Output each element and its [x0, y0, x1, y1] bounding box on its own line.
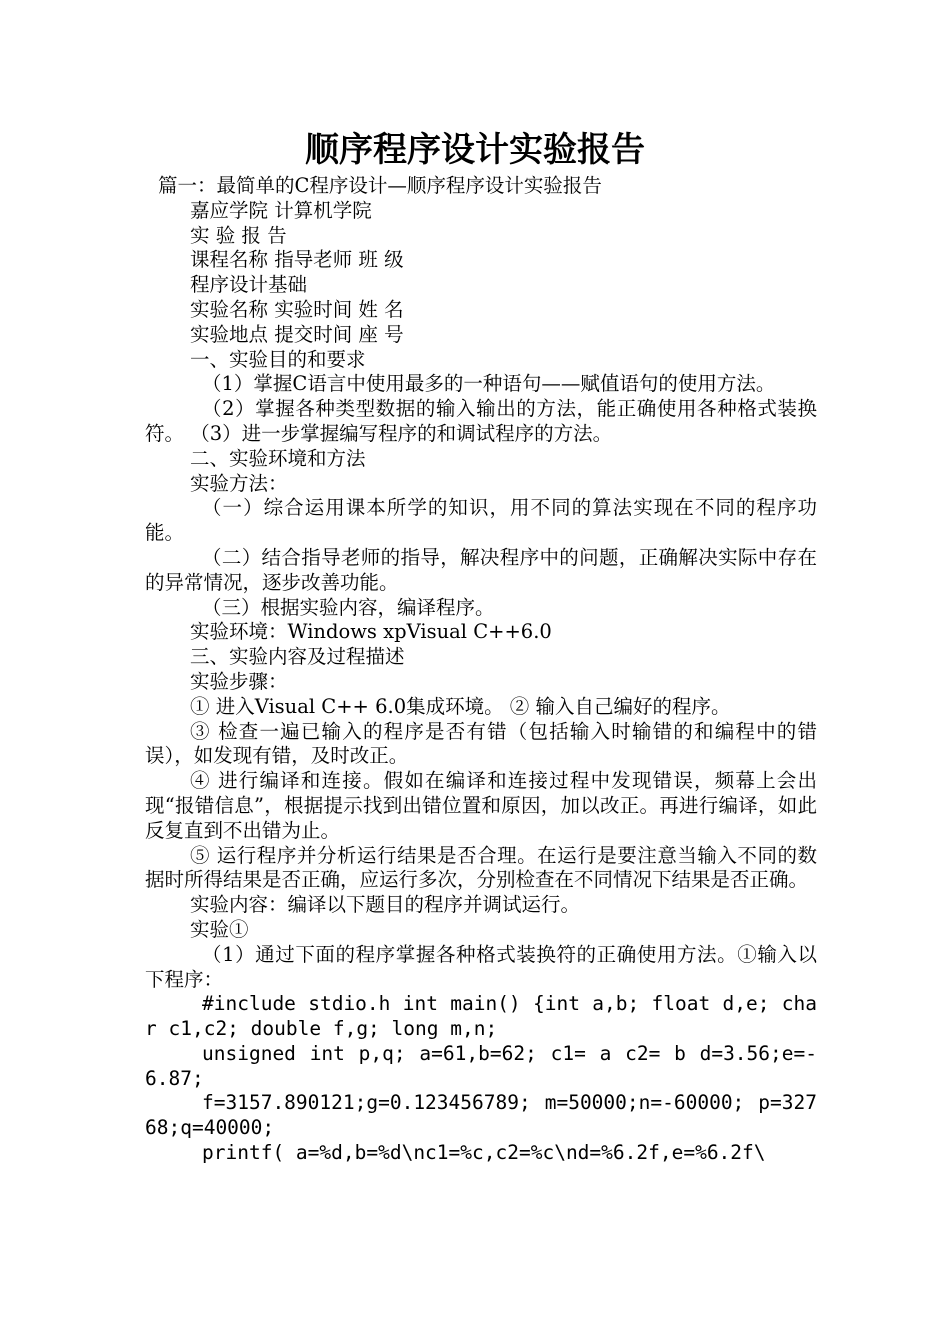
- code-line: f=3157.890121;g=0.123456789; m=50000;n=-60000; p=32768;q=40000;: [145, 1091, 817, 1140]
- paragraph-line: 实验地点 提交时间 座 号: [190, 322, 404, 346]
- paragraph-line: （2）掌握各种类型数据的输入输出的方法，能正确使用各种格式装换符。 （3）进一步掌握编写程序的和调试程序的方法。: [145, 397, 817, 445]
- paragraph-line: 实验内容：编译以下题目的程序并调试运行。: [190, 893, 581, 917]
- paragraph-line: ① 进入Visual C++ 6.0集成环境。 ② 输入自己编好的程序。: [190, 694, 731, 718]
- code-line: printf( a=%d,b=%d\nc1=%c,c2=%c\nd=%6.2f,e=%6.2f\: [202, 1141, 766, 1165]
- paragraph-line: ⑤ 运行程序并分析运行结果是否合理。在运行是要注意当输入不同的数据时所得结果是否正确，应运行多次，分别检查在不同情况下结果是否正确。: [145, 843, 817, 892]
- paragraph-line: （一）综合运用课本所学的知识，用不同的算法实现在不同的程序功能。: [145, 496, 817, 545]
- paragraph-line: 实 验 报 告: [190, 223, 287, 247]
- paragraph-line: 实验①: [190, 917, 249, 941]
- paragraph-line: 实验方法：: [190, 471, 288, 495]
- paragraph-line: 篇一：最简单的C程序设计—顺序程序设计实验报告: [158, 174, 602, 197]
- paragraph-line: 三、实验内容及过程描述: [190, 645, 405, 669]
- paragraph-line: 实验环境：Windows xpVisual C++6.0: [190, 620, 552, 644]
- paragraph-line: 课程名称 指导老师 班 级: [190, 248, 404, 272]
- paragraph-line: 实验名称 实验时间 姓 名: [190, 297, 404, 321]
- paragraph-line: （1）掌握C语言中使用最多的一种语句——赋值语句的使用方法。: [202, 372, 776, 396]
- document-title: 顺序程序设计实验报告: [305, 130, 645, 170]
- paragraph-line: 二、实验环境和方法: [190, 446, 366, 470]
- paragraph-line: 实验步骤：: [190, 669, 288, 693]
- paragraph-line: （三）根据实验内容，编译程序。: [202, 595, 495, 619]
- code-line: #include stdio.h int main() {int a,b; float d,e; char c1,c2; double f,g; long m,n;: [145, 992, 817, 1041]
- paragraph-line: ③ 检查一遍已输入的程序是否有错（包括输入时输错的和编程中的错误），如发现有错，及时改正。: [145, 719, 817, 768]
- code-line: unsigned int p,q; a=61,b=62; c1= a c2= b d=3.56;e=-6.87;: [145, 1041, 817, 1090]
- document-body: [145, 174, 817, 1166]
- paragraph-line: 嘉应学院 计算机学院: [190, 198, 372, 222]
- paragraph-line: ④ 进行编译和连接。假如在编译和连接过程中发现错误，频幕上会出现“报错信息”，根据提示找到出错位置和原因，加以改正。再进行编译，如此反复直到不出错为止。: [145, 769, 817, 842]
- paragraph-line: （二）结合指导老师的指导，解决程序中的问题，正确解决实际中存在的异常情况，逐步改善功能。: [145, 545, 817, 594]
- paragraph-line: 一、实验目的和要求: [190, 347, 366, 371]
- paragraph-line: （1）通过下面的程序掌握各种格式装换符的正确使用方法。①输入以下程序：: [145, 942, 817, 991]
- paragraph-line: 程序设计基础: [190, 273, 308, 297]
